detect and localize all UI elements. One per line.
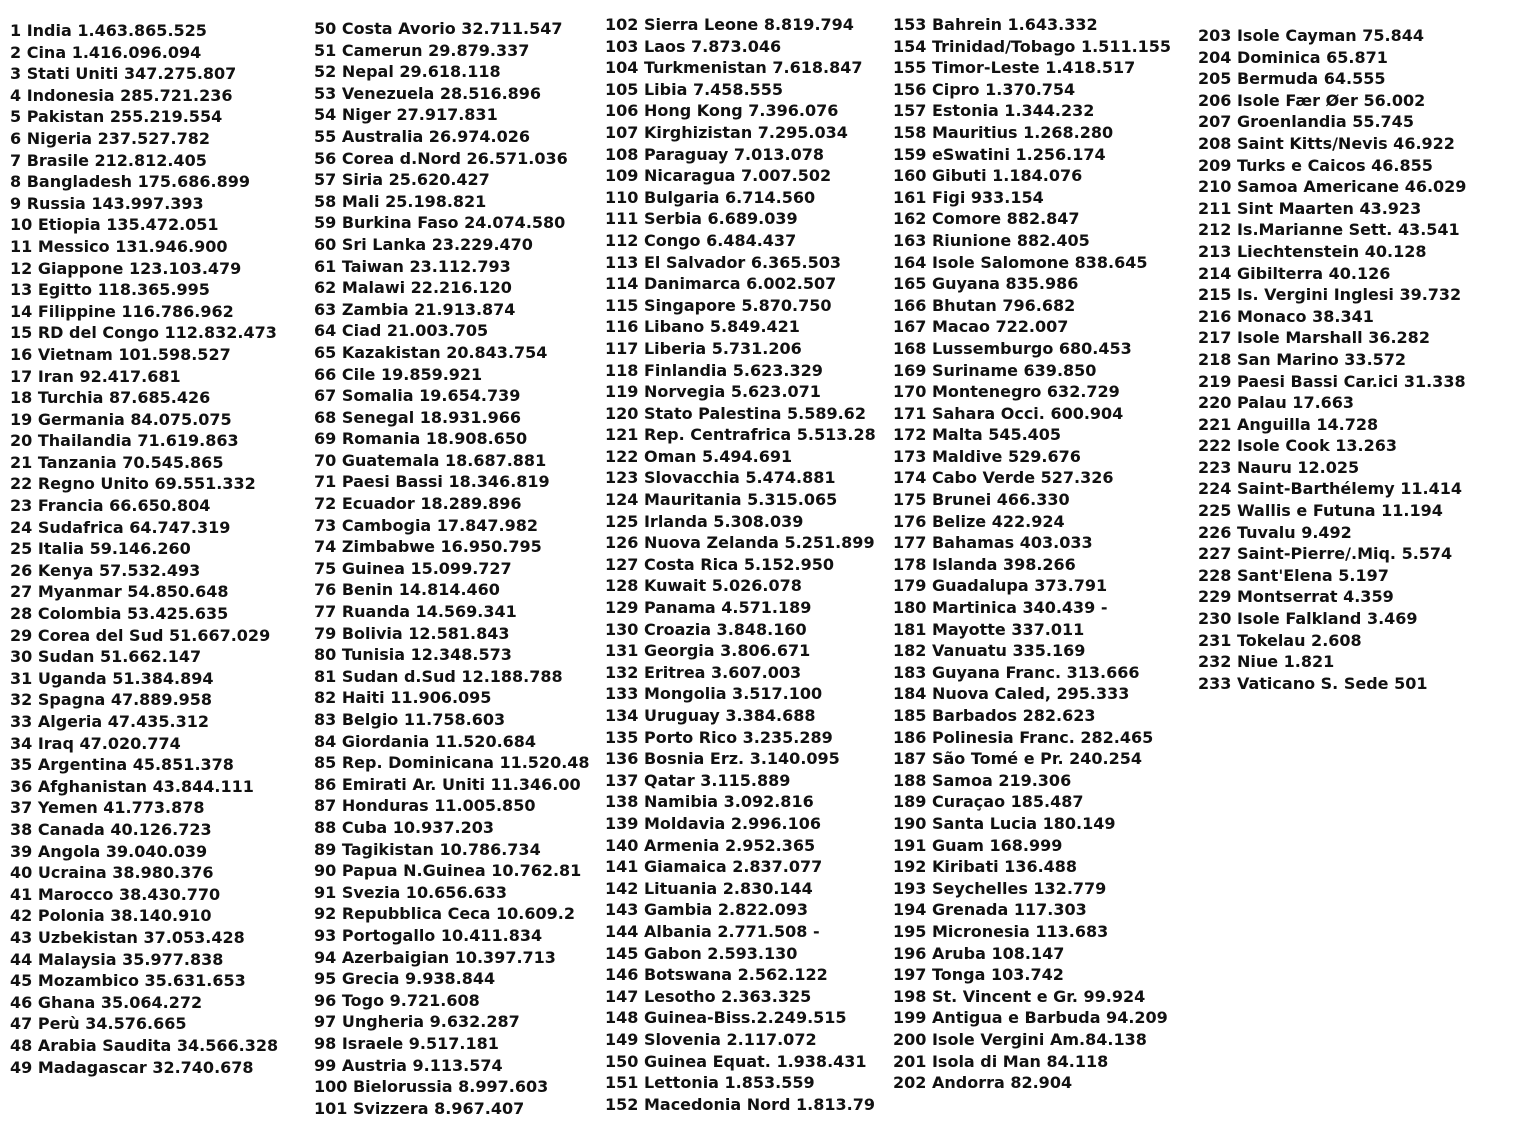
country-entry: 68 Senegal 18.931.966: [314, 407, 521, 427]
country-entry: 37 Yemen 41.773.878: [10, 798, 205, 818]
country-entry: 10 Etiopia 135.472.051: [10, 215, 219, 235]
country-entry: 47 Perù 34.576.665: [10, 1014, 187, 1034]
country-entry: 177 Bahamas 403.033: [893, 533, 1093, 553]
country-entry: 61 Taiwan 23.112.793: [314, 256, 511, 276]
country-entry: 1 India 1.463.865.525: [10, 21, 207, 40]
country-entry: 101 Svizzera 8.967.407: [314, 1098, 525, 1118]
country-entry: 28 Colombia 53.425.635: [10, 604, 229, 624]
country-entry: 158 Mauritius 1.268.280: [893, 122, 1114, 142]
country-entry: 224 Saint-Barthélemy 11.414: [1198, 479, 1462, 499]
country-entry: 80 Tunisia 12.348.573: [314, 645, 512, 665]
country-entry: 38 Canada 40.126.723: [10, 819, 212, 839]
country-entry: 165 Guyana 835.986: [893, 274, 1079, 294]
country-entry: 83 Belgio 11.758.603: [314, 710, 506, 729]
country-entry: 97 Ungheria 9.632.287: [314, 1012, 520, 1032]
country-entry: 225 Wallis e Futuna 11.194: [1198, 501, 1443, 521]
country-entry: 27 Myanmar 54.850.648: [10, 582, 229, 602]
country-entry: 159 eSwatini 1.256.174: [893, 144, 1106, 164]
ranking-column-2: [314, 18, 601, 1119]
country-entry: 181 Mayotte 337.011: [893, 619, 1085, 639]
country-entry: 92 Repubblica Ceca 10.609.2: [314, 904, 575, 924]
country-entry: 51 Camerun 29.879.337: [314, 40, 530, 60]
country-entry: 4 Indonesia 285.721.236: [10, 85, 233, 105]
country-entry: 18 Turchia 87.685.426: [10, 388, 211, 408]
country-entry: 211 Sint Maarten 43.923: [1198, 198, 1422, 218]
country-entry: 88 Cuba 10.937.203: [314, 817, 495, 837]
country-entry: 216 Monaco 38.341: [1198, 306, 1374, 326]
country-entry: 139 Moldavia 2.996.106: [605, 813, 821, 833]
country-entry: 64 Ciad 21.003.705: [314, 321, 489, 341]
country-entry: 76 Benin 14.814.460: [314, 580, 500, 600]
country-entry: 71 Paesi Bassi 18.346.819: [314, 472, 550, 492]
country-entry: 231 Tokelau 2.608: [1198, 630, 1362, 650]
country-entry: 119 Norvegia 5.623.071: [605, 382, 821, 402]
country-entry: 70 Guatemala 18.687.881: [314, 450, 547, 470]
country-entry: 209 Turks e Caicos 46.855: [1198, 155, 1433, 175]
country-entry: 113 El Salvador 6.365.503: [605, 252, 841, 272]
country-entry: 36 Afghanistan 43.844.111: [10, 776, 254, 796]
country-entry: 160 Gibuti 1.184.076: [893, 166, 1083, 186]
country-entry: 114 Danimarca 6.002.507: [605, 274, 837, 294]
country-entry: 233 Vaticano S. Sede 501: [1198, 673, 1428, 693]
country-entry: 17 Iran 92.417.681: [10, 366, 181, 386]
country-entry: 104 Turkmenistan 7.618.847: [605, 58, 863, 78]
country-entry: 151 Lettonia 1.853.559: [605, 1073, 815, 1093]
country-entry: 115 Singapore 5.870.750: [605, 295, 832, 315]
country-entry: 24 Sudafrica 64.747.319: [10, 517, 231, 537]
country-entry: 7 Brasile 212.812.405: [10, 150, 207, 170]
country-entry: 100 Bielorussia 8.997.603: [314, 1077, 549, 1097]
country-entry: 32 Spagna 47.889.958: [10, 690, 213, 710]
country-entry: 226 Tuvalu 9.492: [1198, 522, 1352, 542]
country-entry: 91 Svezia 10.656.633: [314, 882, 508, 902]
country-entry: 207 Groenlandia 55.745: [1198, 112, 1414, 132]
country-entry: 57 Siria 25.620.427: [314, 170, 490, 190]
country-entry: 11 Messico 131.946.900: [10, 236, 228, 256]
country-entry: 206 Isole Fær Øer 56.002: [1198, 90, 1426, 110]
country-entry: 152 Macedonia Nord 1.813.79: [605, 1094, 875, 1114]
ranking-column-3: [605, 14, 890, 1115]
country-entry: 108 Paraguay 7.013.078: [605, 144, 824, 164]
country-entry: 149 Slovenia 2.117.072: [605, 1029, 817, 1049]
country-entry: 69 Romania 18.908.650: [314, 429, 528, 449]
country-entry: 212 Is.Marianne Sett. 43.541: [1198, 220, 1460, 240]
country-entry: 150 Guinea Equat. 1.938.431: [605, 1051, 867, 1071]
country-entry: 136 Bosnia Erz. 3.140.095: [605, 749, 840, 769]
country-entry: 109 Nicaragua 7.007.502: [605, 166, 832, 186]
country-entry: 190 Santa Lucia 180.149: [893, 813, 1116, 833]
country-entry: 39 Angola 39.040.039: [10, 841, 208, 861]
country-entry: 87 Honduras 11.005.850: [314, 796, 536, 816]
country-entry: 142 Lituania 2.830.144: [605, 878, 813, 898]
country-entry: 131 Georgia 3.806.671: [605, 641, 811, 661]
country-entry: 133 Mongolia 3.517.100: [605, 684, 823, 704]
country-entry: 15 RD del Congo 112.832.473: [10, 323, 277, 343]
country-entry: 162 Comore 882.847: [893, 209, 1080, 229]
country-entry: 135 Porto Rico 3.235.289: [605, 727, 833, 747]
country-entry: 143 Gambia 2.822.093: [605, 900, 808, 920]
country-entry: 12 Giappone 123.103.479: [10, 258, 242, 278]
country-entry: 191 Guam 168.999: [893, 835, 1063, 855]
country-entry: 31 Uganda 51.384.894: [10, 668, 214, 688]
country-entry: 202 Andorra 82.904: [893, 1073, 1073, 1093]
country-entry: 140 Armenia 2.952.365: [605, 835, 816, 855]
country-entry: 127 Costa Rica 5.152.950: [605, 554, 834, 574]
country-entry: 44 Malaysia 35.977.838: [10, 949, 224, 969]
country-entry: 128 Kuwait 5.026.078: [605, 576, 802, 596]
country-entry: 148 Guinea-Biss.2.249.515: [605, 1008, 847, 1028]
country-entry: 213 Liechtenstein 40.128: [1198, 241, 1427, 261]
country-entry: 210 Samoa Americane 46.029: [1198, 177, 1467, 197]
country-entry: 67 Somalia 19.654.739: [314, 386, 521, 406]
country-entry: 33 Algeria 47.435.312: [10, 712, 209, 731]
country-entry: 147 Lesotho 2.363.325: [605, 986, 812, 1006]
country-entry: 59 Burkina Faso 24.074.580: [314, 213, 566, 233]
country-entry: 123 Slovacchia 5.474.881: [605, 468, 836, 488]
country-entry: 229 Montserrat 4.359: [1198, 587, 1394, 607]
country-entry: 25 Italia 59.146.260: [10, 539, 191, 559]
country-entry: 110 Bulgaria 6.714.560: [605, 187, 816, 207]
country-entry: 99 Austria 9.113.574: [314, 1055, 503, 1075]
country-entry: 220 Palau 17.663: [1198, 393, 1355, 413]
country-entry: 54 Niger 27.917.831: [314, 105, 498, 125]
country-entry: 3 Stati Uniti 347.275.807: [10, 64, 237, 84]
country-entry: 217 Isole Marshall 36.282: [1198, 328, 1430, 348]
country-entry: 75 Guinea 15.099.727: [314, 558, 512, 578]
country-entry: 134 Uruguay 3.384.688: [605, 706, 816, 725]
country-entry: 29 Corea del Sud 51.667.029: [10, 625, 271, 645]
country-entry: 156 Cipro 1.370.754: [893, 79, 1076, 99]
country-entry: 116 Libano 5.849.421: [605, 317, 800, 337]
country-entry: 146 Botswana 2.562.122: [605, 965, 828, 985]
country-entry: 219 Paesi Bassi Car.ici 31.338: [1198, 371, 1466, 391]
country-entry: 196 Aruba 108.147: [893, 943, 1065, 963]
country-entry: 178 Islanda 398.266: [893, 554, 1076, 574]
country-entry: 201 Isola di Man 84.118: [893, 1051, 1109, 1071]
country-entry: 56 Corea d.Nord 26.571.036: [314, 148, 568, 168]
country-entry: 40 Ucraina 38.980.376: [10, 863, 214, 883]
country-entry: 155 Timor-Leste 1.418.517: [893, 58, 1136, 78]
country-entry: 13 Egitto 118.365.995: [10, 280, 210, 300]
country-entry: 205 Bermuda 64.555: [1198, 69, 1386, 89]
country-entry: 166 Bhutan 796.682: [893, 295, 1076, 315]
country-entry: 45 Mozambico 35.631.653: [10, 971, 246, 991]
country-entry: 117 Liberia 5.731.206: [605, 338, 802, 358]
country-entry: 105 Libia 7.458.555: [605, 79, 784, 99]
country-entry: 30 Sudan 51.662.147: [10, 647, 202, 667]
country-entry: 180 Martinica 340.439 -: [893, 598, 1108, 618]
country-entry: 16 Vietnam 101.598.527: [10, 344, 231, 364]
country-entry: 74 Zimbabwe 16.950.795: [314, 537, 542, 557]
country-entry: 200 Isole Vergini Am.84.138: [893, 1029, 1147, 1049]
country-entry: 22 Regno Unito 69.551.332: [10, 474, 256, 494]
country-entry: 185 Barbados 282.623: [893, 706, 1096, 725]
country-entry: 169 Suriname 639.850: [893, 360, 1097, 380]
country-entry: 176 Belize 422.924: [893, 511, 1065, 531]
country-entry: 215 Is. Vergini Inglesi 39.732: [1198, 285, 1462, 305]
country-entry: 43 Uzbekistan 37.053.428: [10, 927, 245, 947]
country-entry: 167 Macao 722.007: [893, 317, 1069, 337]
country-entry: 187 São Tomé e Pr. 240.254: [893, 749, 1143, 769]
country-entry: 60 Sri Lanka 23.229.470: [314, 234, 533, 254]
country-entry: 9 Russia 143.997.393: [10, 193, 204, 213]
country-entry: 138 Namibia 3.092.816: [605, 792, 814, 812]
country-entry: 19 Germania 84.075.075: [10, 409, 232, 429]
country-entry: 53 Venezuela 28.516.896: [314, 83, 542, 103]
country-entry: 208 Saint Kitts/Nevis 46.922: [1198, 133, 1455, 153]
country-entry: 46 Ghana 35.064.272: [10, 992, 203, 1012]
country-entry: 23 Francia 66.650.804: [10, 496, 211, 516]
country-entry: 232 Niue 1.821: [1198, 652, 1335, 672]
country-entry: 96 Togo 9.721.608: [314, 990, 480, 1010]
country-entry: 172 Malta 545.405: [893, 425, 1062, 445]
country-entry: 132 Eritrea 3.607.003: [605, 662, 802, 682]
country-entry: 86 Emirati Ar. Uniti 11.346.00: [314, 774, 581, 794]
country-entry: 106 Hong Kong 7.396.076: [605, 101, 839, 121]
country-entry: 77 Ruanda 14.569.341: [314, 602, 517, 622]
country-entry: 189 Curaçao 185.487: [893, 792, 1084, 812]
country-entry: 79 Bolivia 12.581.843: [314, 623, 510, 643]
country-entry: 153 Bahrein 1.643.332: [893, 15, 1098, 34]
country-entry: 66 Cile 19.859.921: [314, 364, 483, 384]
country-entry: 179 Guadalupa 373.791: [893, 576, 1108, 596]
country-entry: 49 Madagascar 32.740.678: [10, 1057, 254, 1077]
country-entry: 218 San Marino 33.572: [1198, 349, 1407, 369]
ranking-column-1: [10, 20, 310, 1078]
country-entry: 122 Oman 5.494.691: [605, 446, 793, 466]
country-entry: 175 Brunei 466.330: [893, 490, 1070, 510]
country-entry: 174 Cabo Verde 527.326: [893, 468, 1114, 488]
country-entry: 103 Laos 7.873.046: [605, 36, 782, 56]
country-entry: 102 Sierra Leone 8.819.794: [605, 15, 854, 34]
country-entry: 42 Polonia 38.140.910: [10, 906, 212, 926]
country-entry: 118 Finlandia 5.623.329: [605, 360, 823, 380]
country-entry: 20 Thailandia 71.619.863: [10, 431, 239, 451]
country-entry: 58 Mali 25.198.821: [314, 191, 487, 211]
country-entry: 95 Grecia 9.938.844: [314, 969, 496, 989]
country-entry: 157 Estonia 1.344.232: [893, 101, 1095, 121]
country-entry: 35 Argentina 45.851.378: [10, 755, 234, 775]
country-entry: 2 Cina 1.416.096.094: [10, 42, 202, 62]
country-entry: 144 Albania 2.771.508 -: [605, 921, 820, 941]
country-entry: 194 Grenada 117.303: [893, 900, 1087, 920]
country-entry: 195 Micronesia 113.683: [893, 921, 1109, 941]
ranking-column-5: [1198, 25, 1488, 694]
country-entry: 129 Panama 4.571.189: [605, 598, 812, 618]
country-entry: 164 Isole Salomone 838.645: [893, 252, 1148, 272]
country-entry: 65 Kazakistan 20.843.754: [314, 342, 548, 362]
country-entry: 182 Vanuatu 335.169: [893, 641, 1086, 661]
country-entry: 26 Kenya 57.532.493: [10, 560, 201, 580]
country-entry: 85 Rep. Dominicana 11.520.48: [314, 753, 590, 773]
country-entry: 214 Gibilterra 40.126: [1198, 263, 1391, 283]
country-entry: 228 Sant'Elena 5.197: [1198, 565, 1389, 585]
country-entry: 163 Riunione 882.405: [893, 230, 1090, 250]
ranking-column-4: [893, 14, 1193, 1094]
country-entry: 90 Papua N.Guinea 10.762.81: [314, 861, 582, 881]
country-entry: 193 Seychelles 132.779: [893, 878, 1107, 898]
country-entry: 63 Zambia 21.913.874: [314, 299, 516, 319]
country-entry: 5 Pakistan 255.219.554: [10, 107, 223, 127]
country-entry: 48 Arabia Saudita 34.566.328: [10, 1035, 279, 1055]
country-entry: 186 Polinesia Franc. 282.465: [893, 727, 1154, 747]
country-entry: 124 Mauritania 5.315.065: [605, 490, 838, 510]
country-entry: 6 Nigeria 237.527.782: [10, 128, 210, 148]
country-entry: 34 Iraq 47.020.774: [10, 733, 181, 753]
country-entry: 168 Lussemburgo 680.453: [893, 338, 1132, 358]
country-entry: 94 Azerbaigian 10.397.713: [314, 947, 556, 967]
country-entry: 8 Bangladesh 175.686.899: [10, 172, 250, 192]
country-entry: 98 Israele 9.517.181: [314, 1033, 499, 1053]
country-entry: 73 Cambogia 17.847.982: [314, 515, 539, 535]
country-entry: 154 Trinidad/Tobago 1.511.155: [893, 36, 1172, 56]
country-entry: 173 Maldive 529.676: [893, 446, 1081, 466]
country-entry: 81 Sudan d.Sud 12.188.788: [314, 666, 563, 686]
country-entry: 112 Congo 6.484.437: [605, 230, 797, 250]
country-entry: 137 Qatar 3.115.889: [605, 770, 791, 790]
country-entry: 14 Filippine 116.786.962: [10, 301, 234, 321]
country-entry: 41 Marocco 38.430.770: [10, 884, 221, 904]
country-entry: 111 Serbia 6.689.039: [605, 209, 798, 229]
country-entry: 227 Saint-Pierre/.Miq. 5.574: [1198, 544, 1453, 564]
country-entry: 21 Tanzania 70.545.865: [10, 452, 224, 472]
country-entry: 204 Dominica 65.871: [1198, 47, 1388, 67]
country-entry: 141 Giamaica 2.837.077: [605, 857, 823, 877]
country-entry: 84 Giordania 11.520.684: [314, 731, 537, 751]
country-entry: 121 Rep. Centrafrica 5.513.28: [605, 425, 876, 445]
country-entry: 107 Kirghizistan 7.295.034: [605, 122, 848, 142]
country-entry: 93 Portogallo 10.411.834: [314, 925, 543, 945]
country-entry: 223 Nauru 12.025: [1198, 457, 1360, 477]
country-entry: 170 Montenegro 632.729: [893, 382, 1120, 402]
country-entry: 221 Anguilla 14.728: [1198, 414, 1379, 434]
country-entry: 184 Nuova Caled, 295.333: [893, 684, 1130, 704]
country-entry: 171 Sahara Occi. 600.904: [893, 403, 1124, 423]
country-entry: 192 Kiribati 136.488: [893, 857, 1078, 877]
country-entry: 197 Tonga 103.742: [893, 965, 1064, 985]
country-entry: 89 Tagikistan 10.786.734: [314, 839, 541, 859]
country-entry: 50 Costa Avorio 32.711.547: [314, 19, 563, 38]
country-entry: 55 Australia 26.974.026: [314, 126, 531, 146]
country-entry: 183 Guyana Franc. 313.666: [893, 662, 1140, 682]
country-entry: 203 Isole Cayman 75.844: [1198, 26, 1424, 45]
country-entry: 161 Figi 933.154: [893, 187, 1044, 207]
country-entry: 230 Isole Falkland 3.469: [1198, 609, 1418, 629]
country-entry: 125 Irlanda 5.308.039: [605, 511, 804, 531]
country-entry: 222 Isole Cook 13.263: [1198, 436, 1398, 456]
country-entry: 126 Nuova Zelanda 5.251.899: [605, 533, 875, 553]
country-entry: 130 Croazia 3.848.160: [605, 619, 807, 639]
country-entry: 198 St. Vincent e Gr. 99.924: [893, 986, 1146, 1006]
country-entry: 62 Malawi 22.216.120: [314, 278, 512, 298]
country-entry: 120 Stato Palestina 5.589.62: [605, 403, 866, 423]
country-entry: 145 Gabon 2.593.130: [605, 943, 798, 963]
country-entry: 188 Samoa 219.306: [893, 770, 1072, 790]
country-entry: 52 Nepal 29.618.118: [314, 62, 501, 82]
country-entry: 72 Ecuador 18.289.896: [314, 494, 522, 514]
country-entry: 199 Antigua e Barbuda 94.209: [893, 1008, 1168, 1028]
country-entry: 82 Haiti 11.906.095: [314, 688, 492, 708]
